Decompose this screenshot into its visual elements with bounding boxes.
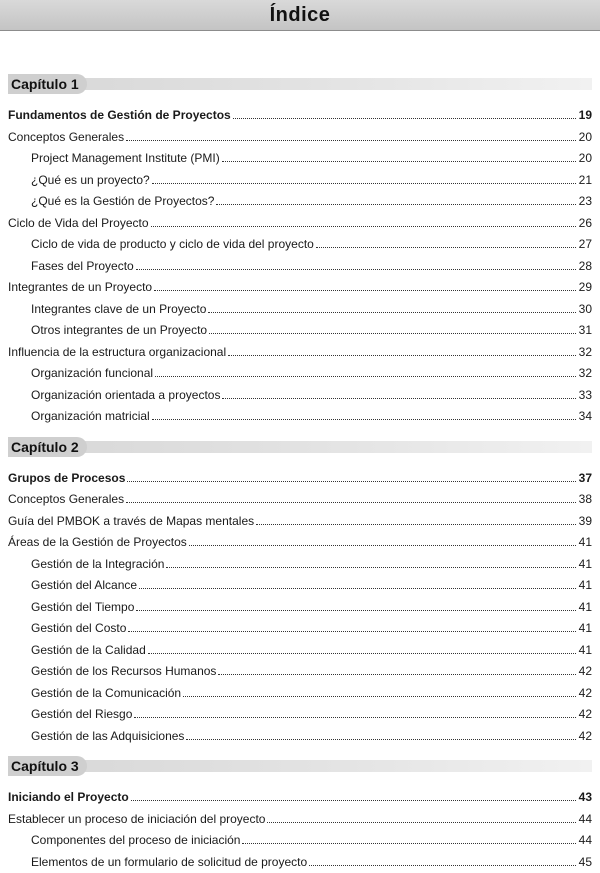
toc-entry[interactable] — [8, 786, 592, 808]
chapter-label: Capítulo 1 — [8, 74, 87, 94]
chapter-heading — [8, 74, 592, 96]
toc-entry-page-number: 41 — [578, 618, 592, 640]
toc-entry-title: Iniciando el Proyecto — [8, 787, 129, 809]
dot-leader — [183, 682, 576, 697]
toc-entry-title: Gestión de la Integración — [31, 554, 164, 576]
dot-leader — [136, 255, 576, 270]
toc-entry-title: Grupos de Procesos — [8, 468, 125, 490]
toc-entry-title: Conceptos Generales — [8, 489, 124, 511]
toc-entry[interactable] — [8, 319, 592, 341]
toc-entry-page-number: 20 — [578, 127, 592, 149]
chapter-spacer — [8, 427, 592, 437]
toc-entry[interactable] — [8, 574, 592, 596]
toc-entry-page-number: 41 — [578, 575, 592, 597]
dot-leader — [152, 169, 576, 184]
toc-entry[interactable] — [8, 298, 592, 320]
toc-entry-page-number: 42 — [578, 726, 592, 748]
dot-leader — [228, 341, 576, 356]
toc-entry[interactable] — [8, 703, 592, 725]
toc-entry-page-number: 44 — [578, 809, 592, 831]
dot-leader — [151, 212, 576, 227]
dot-leader — [127, 467, 576, 482]
toc-entry[interactable] — [8, 829, 592, 851]
dot-leader — [233, 104, 576, 119]
toc-entry-page-number: 30 — [578, 299, 592, 321]
toc-entry-title: Project Management Institute (PMI) — [31, 148, 220, 170]
toc-entry[interactable] — [8, 639, 592, 661]
dot-leader — [222, 384, 576, 399]
toc-entry-page-number: 34 — [578, 406, 592, 428]
toc-entry[interactable] — [8, 233, 592, 255]
toc-entry[interactable] — [8, 190, 592, 212]
dot-leader — [155, 362, 576, 377]
toc-entry-title: Gestión de la Comunicación — [31, 683, 181, 705]
toc-entry-title: Componentes del proceso de iniciación — [31, 830, 240, 852]
toc-entry-page-number: 39 — [578, 511, 592, 533]
toc-entry-page-number: 44 — [578, 830, 592, 852]
toc-entry-page-number: 41 — [578, 597, 592, 619]
dot-leader — [152, 405, 576, 420]
toc-entry-page-number: 37 — [578, 468, 592, 490]
toc-entry-title: Integrantes clave de un Proyecto — [31, 299, 206, 321]
dot-leader — [242, 829, 576, 844]
toc-entry[interactable] — [8, 384, 592, 406]
dot-leader — [222, 147, 576, 162]
toc-entry[interactable] — [8, 212, 592, 234]
toc-entry-title: Organización matricial — [31, 406, 150, 428]
dot-leader — [148, 639, 576, 654]
toc-entry[interactable] — [8, 617, 592, 639]
toc-entry-title: Integrantes de un Proyecto — [8, 277, 152, 299]
dot-leader — [218, 660, 576, 675]
dot-leader — [316, 233, 576, 248]
toc-entry[interactable] — [8, 510, 592, 532]
toc-entry-title: Gestión del Costo — [31, 618, 126, 640]
dot-leader — [267, 808, 576, 823]
toc-entry[interactable] — [8, 126, 592, 148]
toc-entry-title: Conceptos Generales — [8, 127, 124, 149]
toc-entry-page-number: 20 — [578, 148, 592, 170]
toc-entry-title: Áreas de la Gestión de Proyectos — [8, 532, 187, 554]
toc-entry-title: Gestión del Tiempo — [31, 597, 134, 619]
toc-entry-page-number: 42 — [578, 704, 592, 726]
toc-entry[interactable] — [8, 531, 592, 553]
toc-entry[interactable] — [8, 341, 592, 363]
toc-entry-page-number: 29 — [578, 277, 592, 299]
dot-leader — [256, 510, 576, 525]
dot-leader — [126, 126, 576, 141]
toc-entry[interactable] — [8, 596, 592, 618]
toc-entry[interactable] — [8, 682, 592, 704]
toc-entry[interactable] — [8, 725, 592, 747]
toc-entry-title: Organización funcional — [31, 363, 153, 385]
toc-entry-title: Guía del PMBOK a través de Mapas mentales — [8, 511, 254, 533]
toc-entry-title: ¿Qué es un proyecto? — [31, 170, 150, 192]
toc-entry-title: Otros integrantes de un Proyecto — [31, 320, 207, 342]
dot-leader — [209, 319, 576, 334]
toc-entry-title: Ciclo de Vida del Proyecto — [8, 213, 149, 235]
toc-entry[interactable] — [8, 660, 592, 682]
dot-leader — [186, 725, 576, 740]
toc-entry-page-number: 41 — [578, 532, 592, 554]
toc-entry-title: Gestión de los Recursos Humanos — [31, 661, 216, 683]
dot-leader — [136, 596, 576, 611]
page-title: Índice — [270, 4, 331, 27]
header-bar — [0, 0, 600, 31]
toc-entry-page-number: 33 — [578, 385, 592, 407]
toc-entry-title: ¿Qué es la Gestión de Proyectos? — [31, 191, 214, 213]
dot-leader — [189, 531, 576, 546]
dot-leader — [309, 851, 576, 866]
toc-entry[interactable] — [8, 362, 592, 384]
toc-entry[interactable] — [8, 104, 592, 126]
dot-leader — [134, 703, 576, 718]
toc-entry[interactable] — [8, 467, 592, 489]
dot-leader — [208, 298, 576, 313]
chapter-spacer — [8, 746, 592, 756]
toc-entry-page-number: 26 — [578, 213, 592, 235]
toc-entry-title: Fases del Proyecto — [31, 256, 134, 278]
toc-entry-page-number: 27 — [578, 234, 592, 256]
toc-entry-title: Organización orientada a proyectos — [31, 385, 220, 407]
toc-entry-page-number: 23 — [578, 191, 592, 213]
toc-entry[interactable] — [8, 276, 592, 298]
toc-entry-page-number: 43 — [578, 787, 592, 809]
toc-entry[interactable] — [8, 851, 592, 873]
toc-entry-page-number: 32 — [578, 342, 592, 364]
dot-leader — [131, 786, 576, 801]
toc-entry-page-number: 45 — [578, 852, 592, 873]
toc-entry-page-number: 42 — [578, 661, 592, 683]
chapter-heading-band — [8, 760, 592, 772]
dot-leader — [166, 553, 576, 568]
toc-entry-title: Gestión de la Calidad — [31, 640, 146, 662]
toc-entry-page-number: 42 — [578, 683, 592, 705]
toc-entry[interactable] — [8, 553, 592, 575]
toc-entry[interactable] — [8, 808, 592, 830]
toc-entry-page-number: 41 — [578, 554, 592, 576]
toc-entry-page-number: 19 — [578, 105, 592, 127]
chapter-label: Capítulo 3 — [8, 756, 87, 776]
dot-leader — [154, 276, 576, 291]
toc-entry-page-number: 32 — [578, 363, 592, 385]
toc-entry-page-number: 28 — [578, 256, 592, 278]
toc-entry-page-number: 41 — [578, 640, 592, 662]
toc-entry[interactable] — [8, 255, 592, 277]
toc-entry[interactable] — [8, 488, 592, 510]
toc-entry-title: Fundamentos de Gestión de Proyectos — [8, 105, 231, 127]
toc-entry[interactable] — [8, 405, 592, 427]
toc-entry-title: Elementos de un formulario de solicitud de proyecto — [31, 852, 307, 873]
chapter-heading-band — [8, 441, 592, 453]
table-of-contents — [8, 74, 592, 872]
chapter-heading — [8, 437, 592, 459]
toc-entry-title: Gestión del Alcance — [31, 575, 137, 597]
chapter-heading — [8, 756, 592, 778]
toc-entry[interactable] — [8, 169, 592, 191]
toc-entry-page-number: 38 — [578, 489, 592, 511]
toc-entry-page-number: 31 — [578, 320, 592, 342]
chapter-label: Capítulo 2 — [8, 437, 87, 457]
toc-entry-page-number: 21 — [578, 170, 592, 192]
toc-entry[interactable] — [8, 147, 592, 169]
dot-leader — [216, 190, 576, 205]
toc-entry-title: Ciclo de vida de producto y ciclo de vida del proyecto — [31, 234, 314, 256]
toc-entry-title: Influencia de la estructura organizacional — [8, 342, 226, 364]
toc-entry-title: Gestión de las Adquisiciones — [31, 726, 184, 748]
toc-entry-title: Establecer un proceso de iniciación del proyecto — [8, 809, 265, 831]
chapter-heading-band — [8, 78, 592, 90]
dot-leader — [128, 617, 576, 632]
dot-leader — [126, 488, 576, 503]
dot-leader — [139, 574, 576, 589]
toc-entry-title: Gestión del Riesgo — [31, 704, 132, 726]
